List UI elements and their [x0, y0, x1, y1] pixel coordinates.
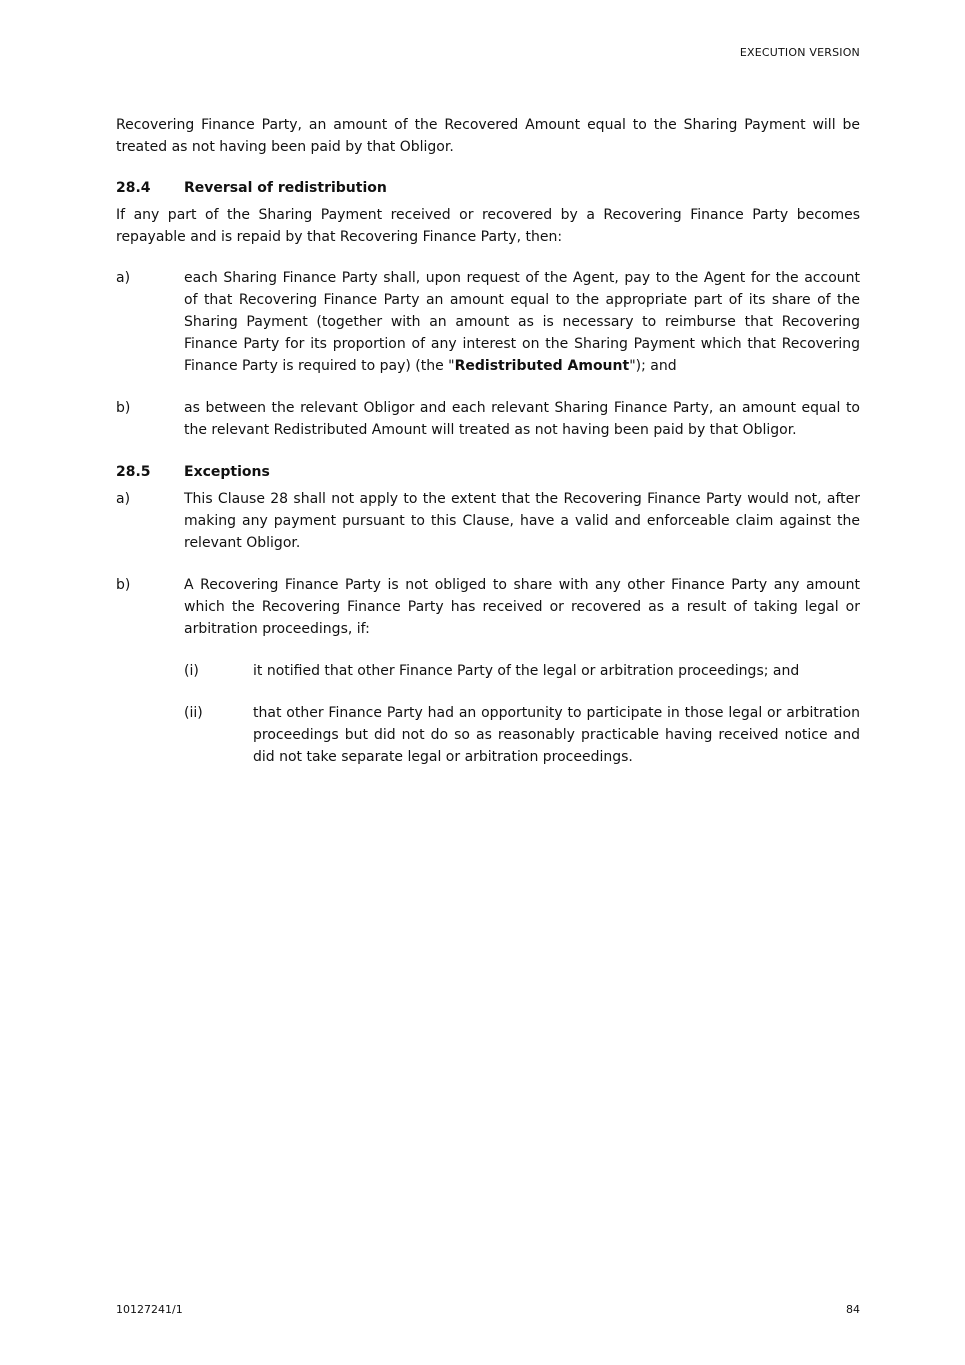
sub-list-marker: (i) — [184, 663, 199, 679]
section-heading-28-5 — [116, 461, 860, 483]
document-version-label: EXECUTION VERSION — [739, 46, 860, 59]
list-marker: a) — [116, 270, 131, 286]
text-after-term: "); and — [629, 358, 677, 374]
list-item-text: A Recovering Finance Party is not obliged to share with any other Finance Party any amount which the Recovering Finance Party has received or recovered as a result of taking legal or arbitration proceedings, if: — [184, 577, 860, 637]
section-heading-28-4 — [116, 177, 860, 199]
section-number: 28.4 — [116, 180, 151, 196]
list-item-28-4-b — [116, 397, 860, 441]
list-item-28-5-b — [116, 574, 860, 640]
section-title: Exceptions — [184, 464, 270, 480]
sub-list-item-text: that other Finance Party had an opportunity to participate in those legal or arbitration proceedings but did not do so as reasonably practicable having received notice and did not take separate legal or arbitration proceedings. — [253, 705, 860, 765]
sub-list-item-text: it notified that other Finance Party of the legal or arbitration proceedings; and — [253, 663, 800, 679]
list-marker: b) — [116, 400, 131, 416]
list-item-28-5-a — [116, 488, 860, 554]
section-number: 28.5 — [116, 464, 151, 480]
sub-list-item-ii — [184, 702, 860, 768]
list-item-text — [184, 267, 860, 377]
list-marker: a) — [116, 491, 131, 507]
section-title: Reversal of redistribution — [184, 180, 387, 196]
list-marker: b) — [116, 577, 131, 593]
intro-paragraph: Recovering Finance Party, an amount of the Recovered Amount equal to the Sharing Payment will be treated as not having been paid by that Obligor. — [116, 117, 860, 155]
list-item-text: This Clause 28 shall not apply to the extent that the Recovering Finance Party would not, after making any payment pursuant to this Clause, have a valid and enforceable claim against the relevant Obligor. — [184, 491, 860, 551]
sub-list-item-i — [184, 660, 860, 682]
footer-document-reference: 10127241/1 — [116, 1303, 183, 1316]
defined-term: Redistributed Amount — [454, 358, 630, 374]
list-item-28-4-a — [116, 267, 860, 377]
footer-page-number: 84 — [846, 1303, 860, 1316]
text-before-term: each Sharing Finance Party shall, upon request of the Agent, pay to the Agent for the account of that Recovering Finance Party an amount equal to the appropriate part of its share of the Sharing Payment (together with an amount as is necessary to reimburse that Recovering Finance Party for its proportion of any interest on the Sharing Payment which that Recovering Finance Party is required to pay) (the " — [184, 270, 860, 374]
sub-list-marker: (ii) — [184, 705, 203, 721]
section-lead-paragraph: If any part of the Sharing Payment received or recovered by a Recovering Finance Party becomes repayable and is repaid by that Recovering Finance Party, then: — [116, 207, 860, 245]
list-item-text: as between the relevant Obligor and each relevant Sharing Finance Party, an amount equal to the relevant Redistributed Amount will treated as not having been paid by that Obligor. — [184, 400, 860, 438]
document-body — [116, 114, 860, 788]
